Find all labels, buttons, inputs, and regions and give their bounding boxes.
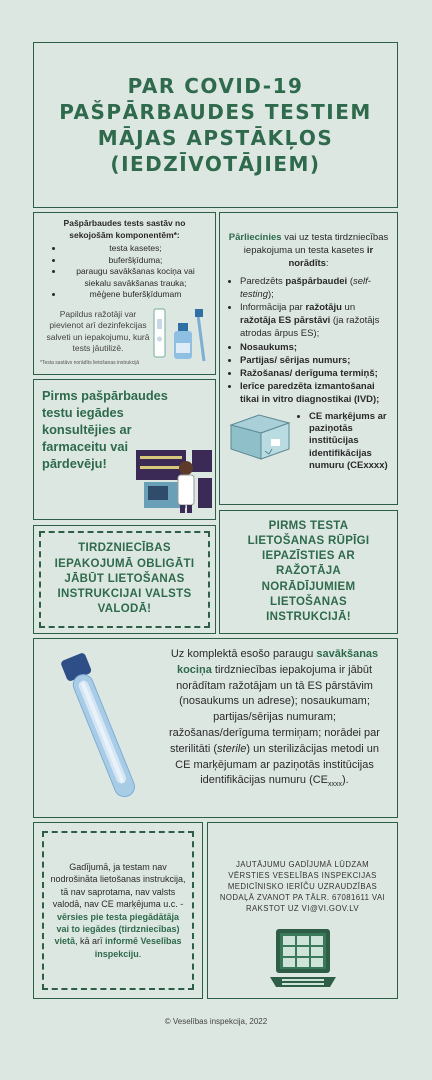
list-item: • Ražošanas/ derīguma termiņš; bbox=[240, 367, 390, 380]
swab-text: Uz komplektā esošo paraugu savākšanas kociņa tirdzniecības iepakojuma ir jābūt norādītam ražotājam un tā ES pārstāvim (nosaukums un adrese); nosaukumam; partijas/sērijas numuram; ražošanas/derīguma termiņam; norādei par sterilitāti (sterile) un sterilizācijas metodi un CE marķējumam ar paziņotās institūcijas identifikācijas numuru $(CE_{xxxx})$. bbox=[169, 648, 380, 789]
list-item: • buferšķīduma; bbox=[64, 255, 207, 267]
list-item: • testa kasetes; bbox=[64, 243, 207, 255]
components-list bbox=[64, 243, 207, 301]
instruction-lang-text: TIRDZNIECĪBAS IEPAKOJUMĀ OBLIGĀTI JĀBŪT LIETOŠANAS INSTRUKCIJAI VALSTS VALODĀ! bbox=[54, 542, 195, 616]
list-item: • Informācija par ražotāju un ražotāja ES pārstāvi (ja ražotājs atrodas ārpus ES); bbox=[240, 301, 390, 341]
contact-text: JAUTĀJUMU GADĪJUMĀ LŪDZAM VĒRSTIES VESELĪBAS INSPEKCIJAS MEDICĪNISKO IERĪČU UZRAUDZĪBAS NODAĻĀ ZVANOT PA TĀLR. 67081611 VAI RAKSTOT UZ VI@VI.GOV.LV bbox=[219, 860, 386, 913]
list-item: • paraugu savākšanas kociņa vai siekalu savākšanas trauka; bbox=[64, 266, 207, 289]
pharmacist-icon bbox=[134, 448, 214, 514]
checklist bbox=[240, 275, 390, 407]
instruction-lang-box bbox=[33, 525, 216, 634]
page-title: PAR COVID-19 PAŠPĀRBAUDES TESTIEM MĀJAS APSTĀKĻOS (IEDZĪVOTĀJIEM) bbox=[59, 74, 372, 176]
read-instruction-text: PIRMS TESTA LIETOŠANAS RŪPĪGI IEPAZĪSTIES AR RAŽOTĀJA NORĀDĪJUMIEM LIETOŠANAS INSTRUKCIJĀ! bbox=[247, 519, 370, 623]
swab-tube-icon bbox=[62, 651, 142, 811]
list-item: • Partijas/ sērijas numurs; bbox=[240, 354, 390, 367]
report-box bbox=[33, 822, 203, 999]
list-item: • Nosaukums; bbox=[240, 341, 390, 354]
package-icon bbox=[227, 411, 293, 461]
test-kit-icon bbox=[154, 309, 210, 367]
contact-box bbox=[207, 822, 398, 999]
checklist-intro: Pārliecinies vai uz testa tirdzniecības iepakojuma un testa kasetes ir norādīts: bbox=[228, 232, 389, 270]
title-box bbox=[33, 42, 398, 208]
consult-box bbox=[33, 379, 216, 520]
read-instruction-box bbox=[219, 510, 398, 634]
components-header: Pašpārbaudes tests sastāv no sekojošām komponentēm*: bbox=[63, 218, 186, 240]
report-text: Gadījumā, ja testam nav nodrošināta lietošanas instrukcija, tā nav saprotama, nav valsts valodā, nav CE marķējuma u.c. - vērsies pie testa piegādātāja vai to iegādes (tirdzniecības) vietā, kā arī informē Veselības inspekciju. bbox=[50, 861, 186, 959]
list-item: • CE marķējums ar paziņotās institūcijas identifikācijas numuru (CExxxx) bbox=[309, 411, 390, 473]
list-item: • Paredzēts pašpārbaudei (self-testing); bbox=[240, 275, 390, 301]
components-extra: Papildus ražotāji var pievienot arī dezinfekcijas salveti un iepakojumu, kurā tests jāutilizē. bbox=[46, 308, 150, 353]
components-box bbox=[33, 212, 216, 375]
footer-copyright: © Veselības inspekcija, 2022 bbox=[164, 1017, 268, 1026]
list-item: • mēģene buferšķīdumam bbox=[64, 289, 207, 301]
consult-text: Pirms pašpārbaudes testu iegādes konsultējies ar farmaceitu vai pārdevēju! bbox=[42, 388, 168, 471]
list-item: • Ierīce paredzēta izmantošanai tikai in vitro diagnostikai (IVD); bbox=[240, 380, 390, 406]
swab-box bbox=[33, 638, 398, 818]
components-note: *Testa sastāvs norādīts lietošanas instrukcijā bbox=[40, 359, 140, 366]
laptop-icon bbox=[270, 929, 336, 991]
checklist-box bbox=[219, 212, 398, 505]
